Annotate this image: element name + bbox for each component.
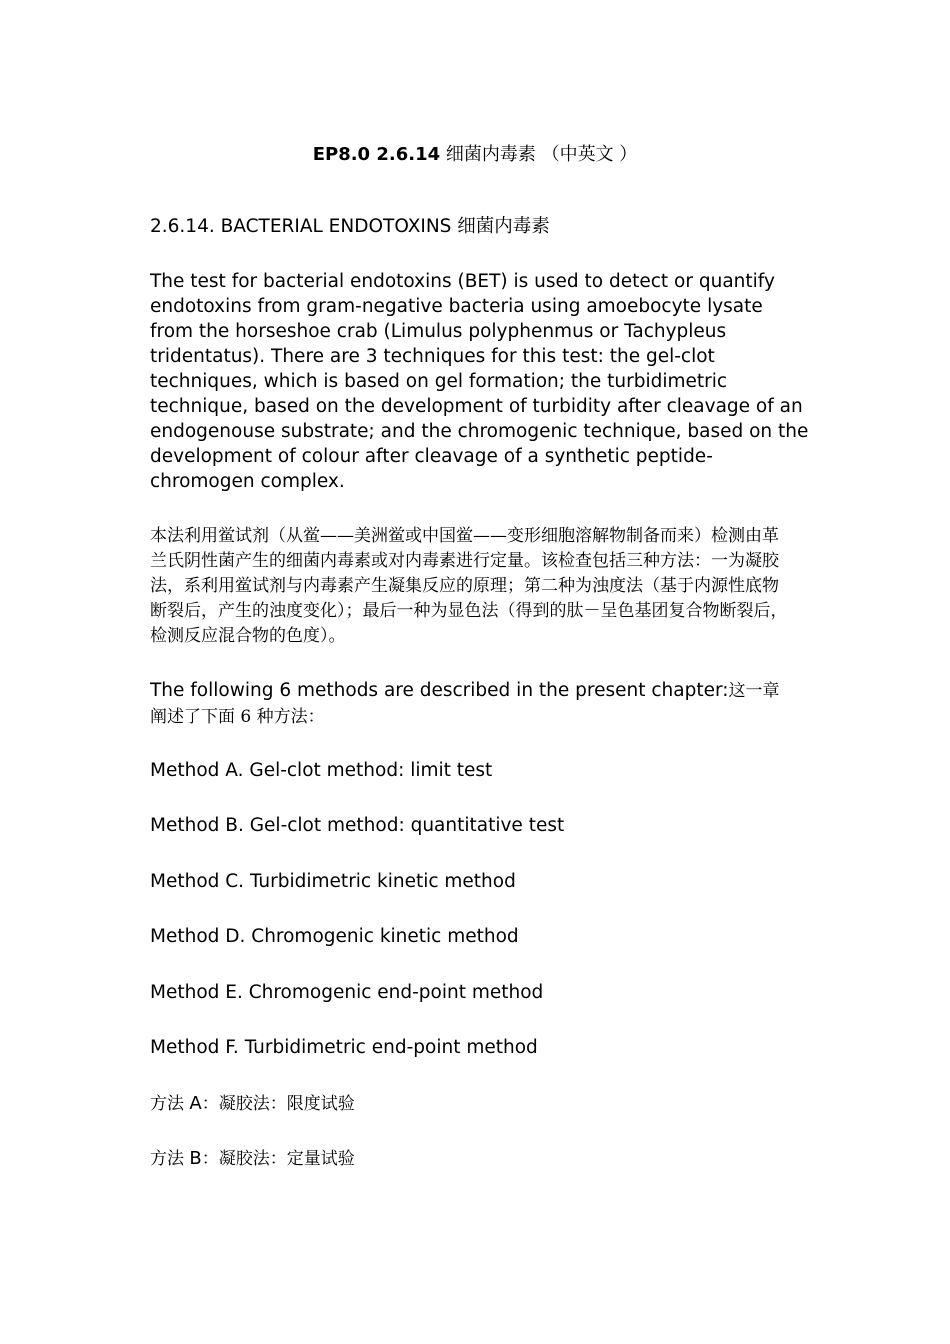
title-code: EP8.0 2.6.14 [312,144,441,165]
section-heading-en: 2.6.14. BACTERIAL ENDOTOXINS [150,216,458,237]
method-cn-text: ：凝胶法：定量试验 [201,1149,355,1169]
method-item: Method B. Gel-clot method: quantitative test [150,815,565,836]
methods-intro-en: The following 6 methods are described in the present chapter: [150,680,729,701]
method-cn-prefix: 方法 [150,1094,190,1114]
method-cn-letter: A [189,1093,202,1114]
methods-intro-cn: 这一章阐述了下面 6 种方法： [150,681,780,727]
method-cn-text: ：凝胶法：限度试验 [201,1094,355,1114]
method-cn-item [150,1147,810,1171]
title-cn: 细菌内毒素 （中英文 ） [440,144,638,165]
method-item: Method A. Gel-clot method: limit test [150,760,493,781]
method-item: Method E. Chromogenic end-point method [150,982,544,1003]
method-item: Method C. Turbidimetric kinetic method [150,871,516,892]
methods-intro [150,678,795,730]
section-heading-cn: 细菌内毒素 [457,216,550,237]
method-item: Method D. Chromogenic kinetic method [150,926,519,947]
paragraph-chinese: 本法利用鲎试剂（从鲎——美洲鲎或中国鲎——变形细胞溶解物制备而来）检测由革兰氏阴性菌产生的细菌内毒素或对内毒素进行定量。该检查包括三种方法：一为凝胶法，系利用鲎试剂与内毒素产生凝集反应的原理；第二种为浊度法（基于内源性底物断裂后，产生的浊度变化）；最后一种为显色法（得到的肽－呈色基团复合物断裂后，检测反应混合物的色度）。 [150,526,788,646]
section-heading [150,215,810,239]
method-cn-letter: B [189,1148,202,1169]
document-title [0,143,950,167]
method-item: Method F. Turbidimetric end-point method [150,1037,538,1058]
paragraph-english: The test for bacterial endotoxins (BET) is used to detect or quantify endotoxins from gram-negative bacteria using amoebocyte lysate from the horseshoe crab (Limulus polyphenmus or Tachypleus tridentatus). There are 3 techniques for this test: the gel-clot techniques, which is based on gel formation; the turbidimetric technique, based on the development of turbidity after cleavage of an endogenouse substrate; and the chromogenic technique, based on the development of colour after cleavage of a synthetic peptide-chromogen complex. [150,271,809,492]
method-cn-prefix: 方法 [150,1149,190,1169]
method-cn-item [150,1092,810,1116]
